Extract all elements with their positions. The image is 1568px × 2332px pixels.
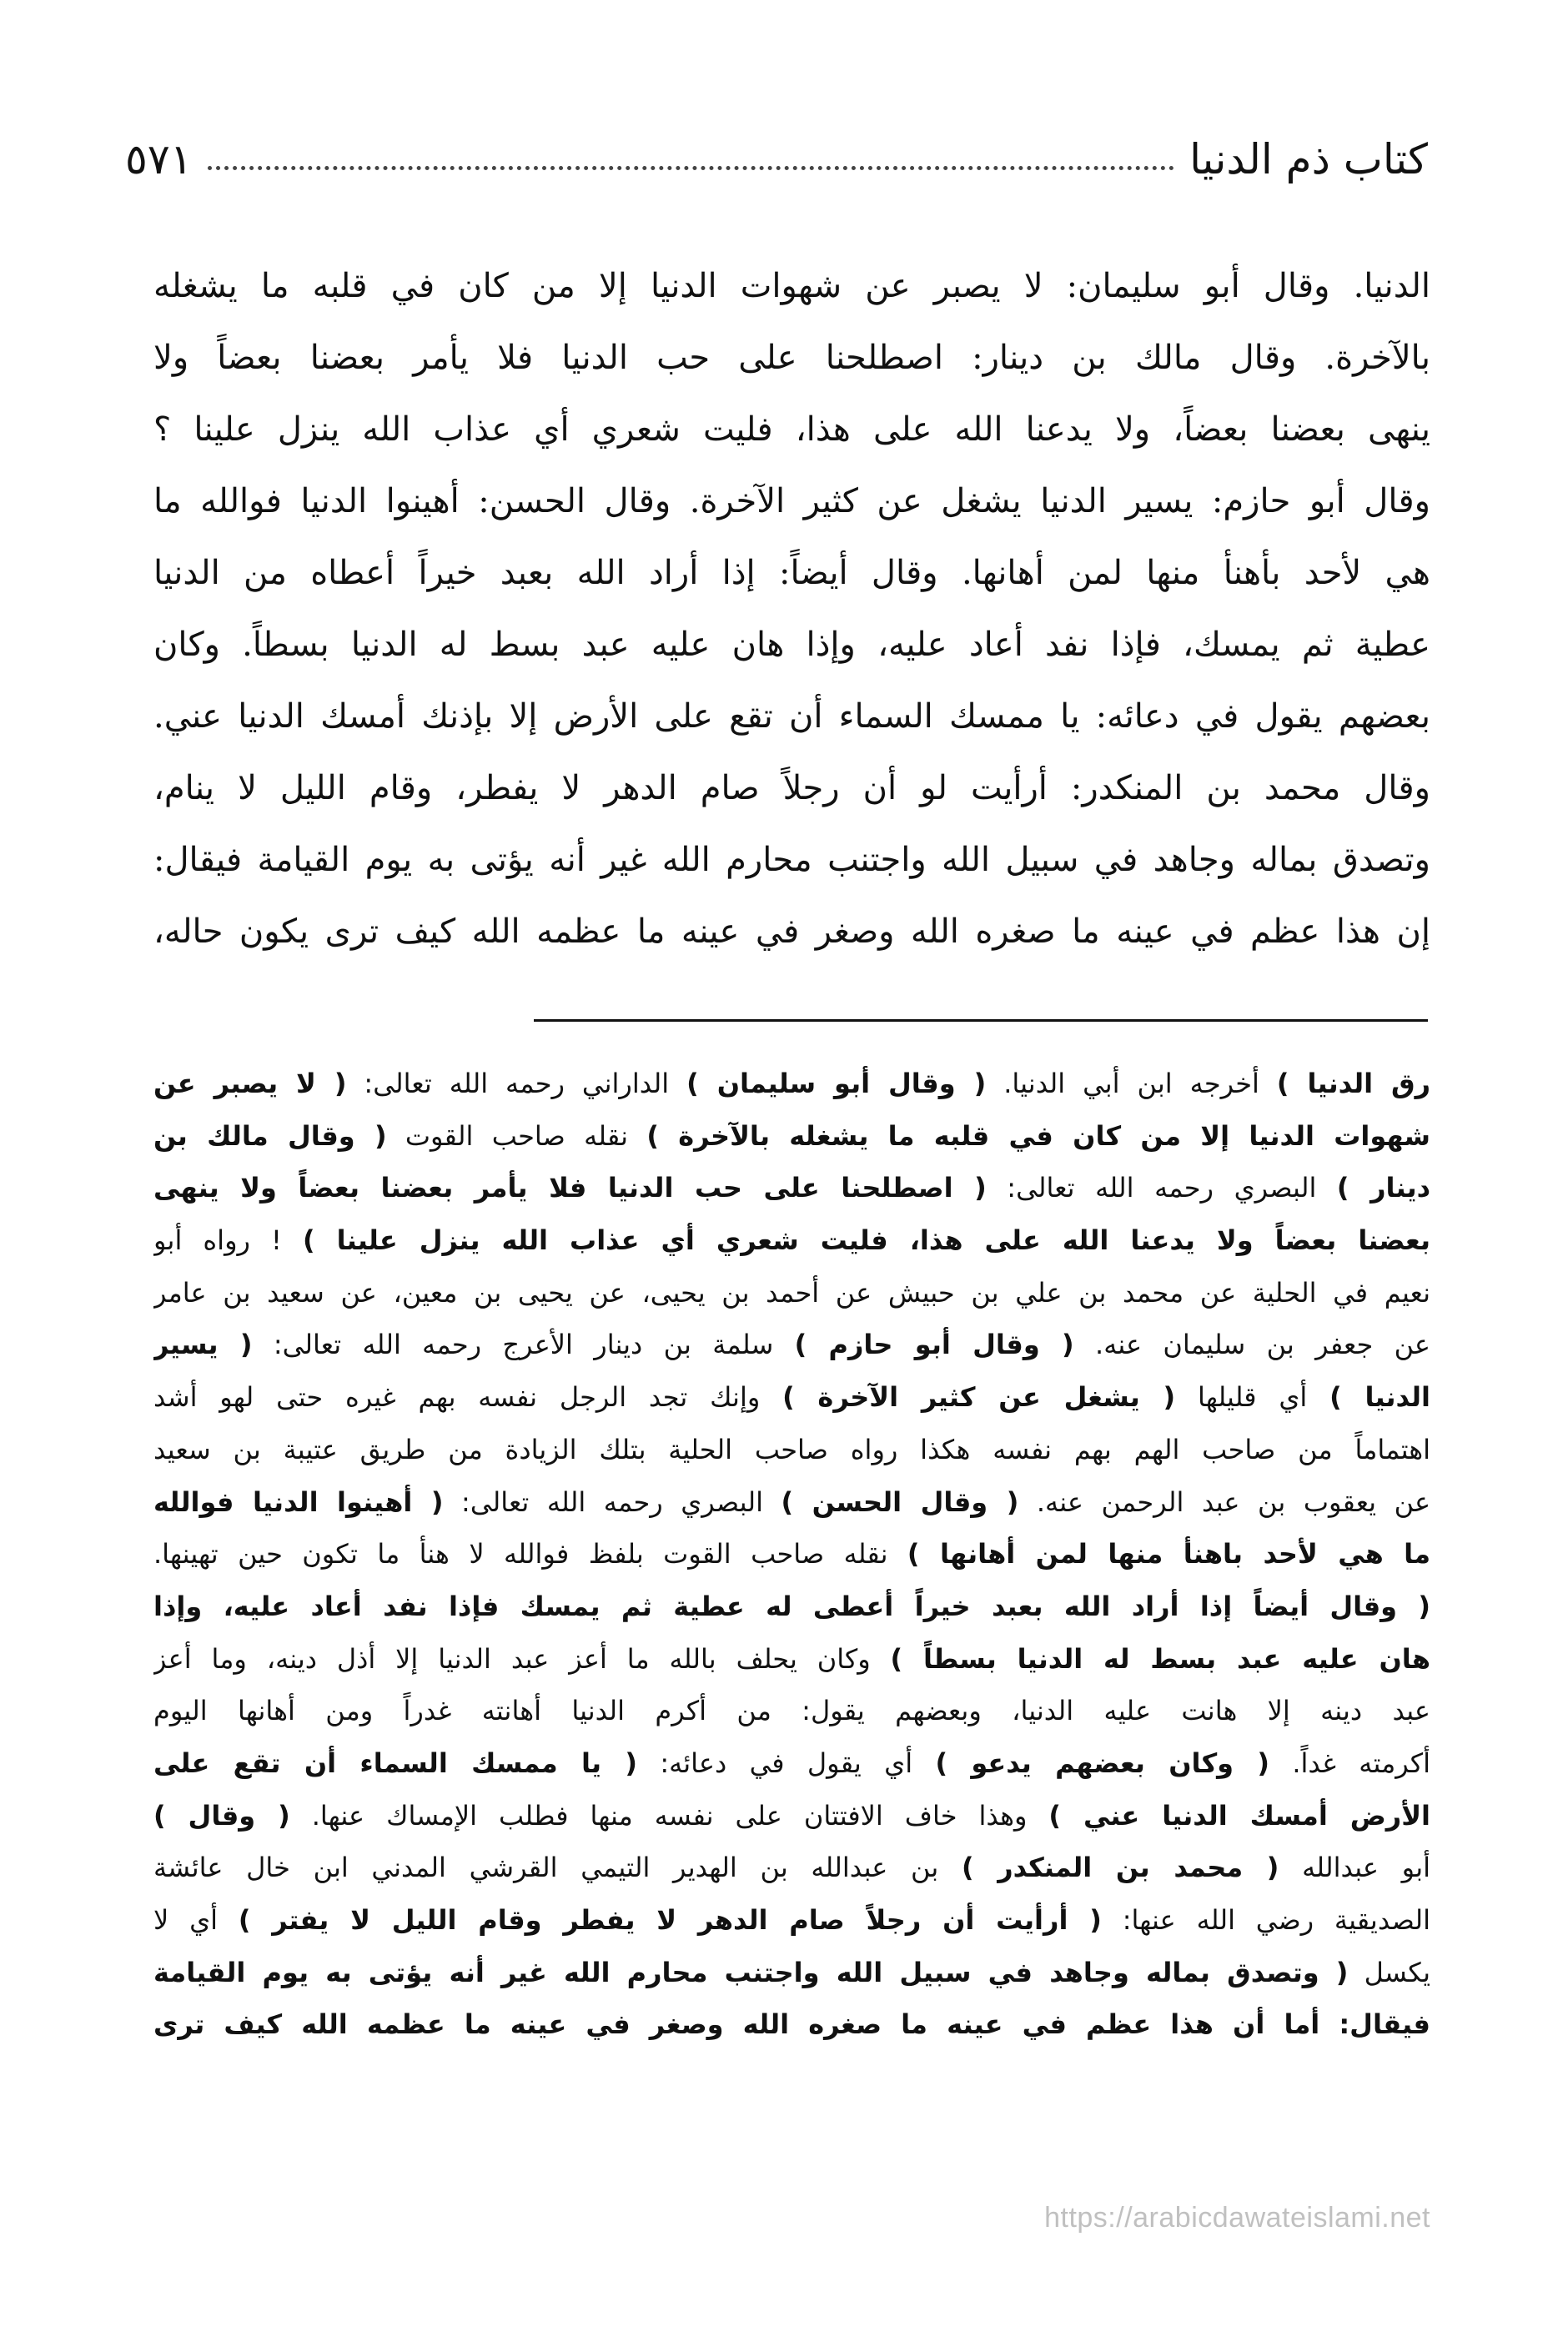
commentary-segment: الصديقية رضي الله عنها: [1101, 1904, 1430, 1936]
commentary-line [153, 1058, 1430, 1110]
quoted-matn-segment: رق الدنيا ) [1276, 1068, 1430, 1099]
commentary-line [153, 1319, 1430, 1371]
commentary-line [153, 1371, 1430, 1424]
commentary-segment: أي قليلها [1175, 1381, 1330, 1414]
commentary-segment: سلمة بن دينار الأعرج رحمه الله تعالى: [252, 1329, 795, 1361]
commentary-line [153, 1842, 1430, 1894]
commentary-line [153, 1790, 1430, 1842]
quoted-matn-segment: ( يسير [153, 1329, 253, 1361]
quoted-matn-segment: دينار ) [1336, 1172, 1430, 1204]
main-text-line: عطية ثم يمسك، فإذا نفد أعاد عليه، وإذا هان عليه عبد بسط له الدنيا بسطاً. وكان [153, 626, 1430, 664]
commentary-segment: نقله صاحب القوت بلفظ فوالله لا هنأ ما تكون حين تهينها. [153, 1538, 907, 1571]
commentary-segment: الداراني رحمه الله تعالى: [346, 1068, 687, 1099]
main-text-block [153, 250, 1430, 967]
quoted-matn-segment: ( وقال ) [153, 1799, 290, 1832]
footnote-divider [534, 1019, 1428, 1022]
commentary-segment: أي لا [153, 1904, 239, 1936]
commentary-line [153, 1685, 1430, 1737]
commentary-segment: وهذا خاف الافتتان على نفسه منها فطلب الإمساك عنها. [289, 1799, 1049, 1832]
commentary-line [153, 1737, 1430, 1790]
quoted-matn-segment: ( وقال أبو حازم ) [794, 1329, 1074, 1361]
commentary-segment: أكرمته غداً. [1269, 1746, 1430, 1779]
commentary-line [153, 1581, 1430, 1633]
commentary-line [153, 1528, 1430, 1581]
page-number: ٥٧١ [125, 135, 193, 183]
commentary-block [153, 1058, 1430, 2051]
quoted-matn-segment: ( محمد بن المنكدر ) [961, 1852, 1279, 1884]
commentary-line [153, 1110, 1430, 1163]
commentary-line [153, 1998, 1430, 2051]
quoted-matn-segment: ( اصطلحنا على حب الدنيا فلا يأمر بعضنا بعضاً ولا ينهى [153, 1172, 987, 1204]
quoted-matn-segment: بعضنا بعضاً ولا يدعنا الله على هذا، فليت شعري أي عذاب الله ينزل علينا ) [302, 1224, 1430, 1257]
quoted-matn-segment: ( وقال الحسن ) [781, 1485, 1019, 1518]
commentary-segment: وكان يحلف بالله ما أعز عبد الدنيا إلا أذل دينه، وما أعز [153, 1642, 891, 1675]
quoted-matn-segment: ( وقال أبو سليمان ) [686, 1068, 987, 1099]
commentary-segment: البصري رحمه الله تعالى: [443, 1485, 781, 1518]
quoted-matn-segment: ( وكان بعضهم يدعو ) [935, 1746, 1270, 1779]
commentary-line [153, 1424, 1430, 1476]
main-text-line: وقال أبو حازم: يسير الدنيا يشغل عن كثير الآخرة. وقال الحسن: أهينوا الدنيا فوالله ما [153, 482, 1430, 520]
quoted-matn-segment: ( يشغل عن كثير الآخرة ) [782, 1381, 1176, 1414]
commentary-segment: نعيم في الحلية عن محمد بن علي بن حبيش عن أحمد بن يحيى، عن يحيى بن معين، عن سعيد بن عامر [153, 1276, 1430, 1309]
commentary-line [153, 1947, 1430, 1999]
main-text-line: ينهى بعضنا بعضاً، ولا يدعنا الله على هذا، فليت شعري أي عذاب الله ينزل علينا ؟ [153, 410, 1430, 449]
quoted-matn-segment: ( وتصدق بماله وجاهد في سبيل الله واجتنب محارم الله غير أنه يؤتى به يوم القيامة [153, 1956, 1349, 1988]
commentary-segment: أبو عبدالله [1279, 1852, 1430, 1884]
commentary-line [153, 1214, 1430, 1267]
quoted-matn-segment: ما هي لأحد باهنأ منها لمن أهانها ) [907, 1538, 1430, 1571]
commentary-segment: نقله صاحب القوت [386, 1119, 647, 1152]
quoted-matn-segment: ( وقال أيضاً إذا أراد الله بعبد خيراً أعطى له عطية ثم يمسك فإذا نفد أعاد عليه، وإذا [153, 1590, 1430, 1622]
quoted-matn-segment: ( يا ممسك السماء أن تقع على [153, 1746, 637, 1779]
main-text-line: هي لأحد بأهنأ منها لمن أهانها. وقال أيضاً: إذا أراد الله بعبد خيراً أعطاه من الدنيا [153, 554, 1430, 592]
main-text-line: إن هذا عظم في عينه ما صغره الله وصغر في عينه ما عظمه الله كيف ترى يكون حاله، [153, 912, 1430, 951]
quoted-matn-segment: ( أهينوا الدنيا فوالله [153, 1485, 444, 1518]
commentary-segment: يكسل [1348, 1956, 1430, 1988]
main-text-line: وتصدق بماله وجاهد في سبيل الله واجتنب محارم الله غير أنه يؤتى به يوم القيامة فيقال: [153, 841, 1430, 879]
commentary-line [153, 1894, 1430, 1947]
commentary-segment: أخرجه ابن أبي الدنيا. [986, 1068, 1277, 1099]
commentary-line [153, 1633, 1430, 1686]
main-text-line: بعضهم يقول في دعائه: يا ممسك السماء أن تقع على الأرض إلا بإذنك أمسك الدنيا عني. [153, 697, 1430, 736]
quoted-matn-segment: هان عليه عبد بسط له الدنيا بسطاً ) [890, 1642, 1430, 1675]
quoted-matn-segment: ( وقال مالك بن [153, 1119, 387, 1152]
running-title: كتاب ذم الدنيا [1189, 135, 1428, 183]
header-dot-leader [208, 166, 1175, 170]
quoted-matn-segment: ( لا يصبر عن [153, 1068, 347, 1099]
watermark-url: https://arabicdawateislami.net [1044, 2202, 1430, 2234]
quoted-matn-segment: شهوات الدنيا إلا من كان في قلبه ما يشغله بالآخرة ) [646, 1119, 1430, 1152]
commentary-segment: عن يعقوب بن عبد الرحمن عنه. [1018, 1485, 1430, 1518]
main-text-line: وقال محمد بن المنكدر: أرأيت لو أن رجلاً صام الدهر لا يفطر، وقام الليل لا ينام، [153, 769, 1430, 807]
commentary-segment: عبد دينه إلا هانت عليه الدنيا، وبعضهم يقول: من أكرم الدنيا أهانته غدراً ومن أهانها اليوم [153, 1695, 1430, 1727]
running-header [125, 117, 1428, 183]
commentary-line [153, 1267, 1430, 1319]
commentary-segment: البصري رحمه الله تعالى: [986, 1172, 1337, 1204]
commentary-segment: بن عبدالله بن الهدير التيمي القرشي المدني ابن خال عائشة [153, 1852, 962, 1884]
commentary-segment: اهتماماً من صاحب الهم بهم نفسه هكذا رواه صاحب الحلية بتلك الزيادة من طريق عتيبة بن سعيد [153, 1433, 1430, 1465]
commentary-segment: ! رواه أبو [153, 1224, 303, 1257]
main-text-line: الدنيا. وقال أبو سليمان: لا يصبر عن شهوات الدنيا إلا من كان في قلبه ما يشغله [153, 267, 1430, 305]
quoted-matn-segment: الدنيا ) [1329, 1381, 1430, 1414]
commentary-segment: وإنك تجد الرجل نفسه بهم غيره حتى لهو أشد [153, 1381, 783, 1414]
commentary-segment: أي يقول في دعائه: [637, 1746, 936, 1779]
commentary-segment: عن جعفر بن سليمان عنه. [1073, 1329, 1430, 1361]
quoted-matn-segment: ( أرأيت أن رجلاً صام الدهر لا يفطر وقام الليل لا يفتر ) [238, 1904, 1102, 1936]
main-text-line: بالآخرة. وقال مالك بن دينار: اصطلحنا على حب الدنيا فلا يأمر بعضنا بعضاً ولا [153, 339, 1430, 377]
quoted-matn-segment: الأرض أمسك الدنيا عني ) [1048, 1799, 1430, 1832]
commentary-line [153, 1476, 1430, 1529]
commentary-line [153, 1162, 1430, 1214]
quoted-matn-segment: فيقال: أما أن هذا عظم في عينه ما صغره الله وصغر في عينه ما عظمه الله كيف ترى [153, 2008, 1430, 2041]
